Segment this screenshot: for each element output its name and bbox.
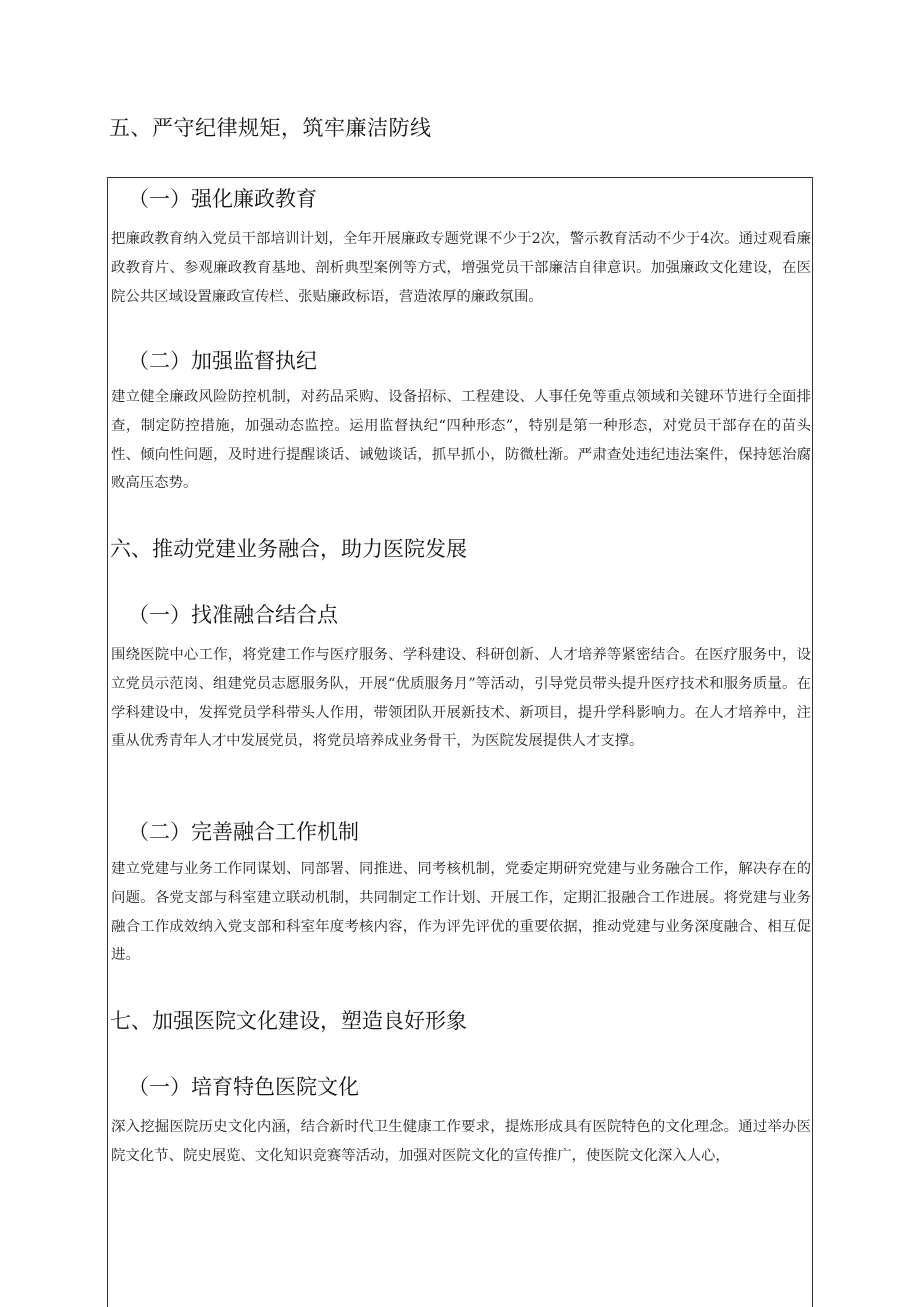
paragraph-6-1: 围绕医院中心工作，将党建工作与医疗服务、学科建设、科研创新、人才培养等紧密结合。在医疗服务中，设立党员示范岗、组建党员志愿服务队，开展“优质服务月”等活动，引导党员带头提升医疗技术和服务质量。在学科建设中，发挥党员学科带头人作用，带领团队开展新技术、新项目，提升学科影响力。在人才培养中，注重从优秀青年人才中发展党员，将党员培养成业务骨干，为医院发展提供人才支撑。 [111, 647, 811, 750]
subsection-heading-6-1: （一）找准融合结合点 [128, 603, 338, 627]
paragraph-6-2: 建立党建与业务工作同谋划、同部署、同推进、同考核机制，党委定期研究党建与业务融合工作，解决存在的问题。各党支部与科室建立联动机制，共同制定工作计划、开展工作，定期汇报融合工作进展。将党建与业务融合工作成效纳入党支部和科室年度考核内容，作为评先评优的重要依据，推动党建与业务深度融合、相互促进。 [111, 861, 811, 964]
paragraph-5-2: 建立健全廉政风险防控机制，对药品采购、设备招标、工程建设、人事任免等重点领域和关键环节进行全面排查，制定防控措施，加强动态监控。运用监督执纪“四种形态”，特别是第一种形态，对党员干部存在的苗头性、倾向性问题，及时进行提醒谈话、诫勉谈话，抓早抓小，防微杜渐。严肃查处违纪违法案件，保持惩治腐败高压态势。 [111, 389, 811, 492]
subsection-heading-7-1: （一）培育特色医院文化 [128, 1075, 359, 1099]
paragraph-7-1: 深入挖掘医院历史文化内涵，结合新时代卫生健康工作要求，提炼形成具有医院特色的文化理念。通过举办医院文化节、院史展览、文化知识竞赛等活动，加强对医院文化的宣传推广，使医院文化深入人心， [111, 1119, 811, 1164]
subsection-heading-5-1: （一）强化廉政教育 [128, 187, 317, 211]
subsection-heading-5-2: （二）加强监督执纪 [128, 349, 317, 373]
section-heading-5: 五、严守纪律规矩，筑牢廉洁防线 [109, 116, 432, 140]
paragraph-5-1: 把廉政教育纳入党员干部培训计划，全年开展廉政专题党课不少于2次，警示教育活动不少于4次。通过观看廉政教育片、参观廉政教育基地、剖析典型案例等方式，增强党员干部廉洁自律意识。加强廉政文化建设，在医院公共区域设置廉政宣传栏、张贴廉政标语，营造浓厚的廉政氛围。 [111, 231, 811, 305]
section-heading-6: 六、推动党建业务融合，助力医院发展 [110, 537, 467, 561]
subsection-heading-6-2: （二）完善融合工作机制 [128, 820, 359, 844]
section-heading-7: 七、加强医院文化建设，塑造良好形象 [110, 1009, 467, 1033]
